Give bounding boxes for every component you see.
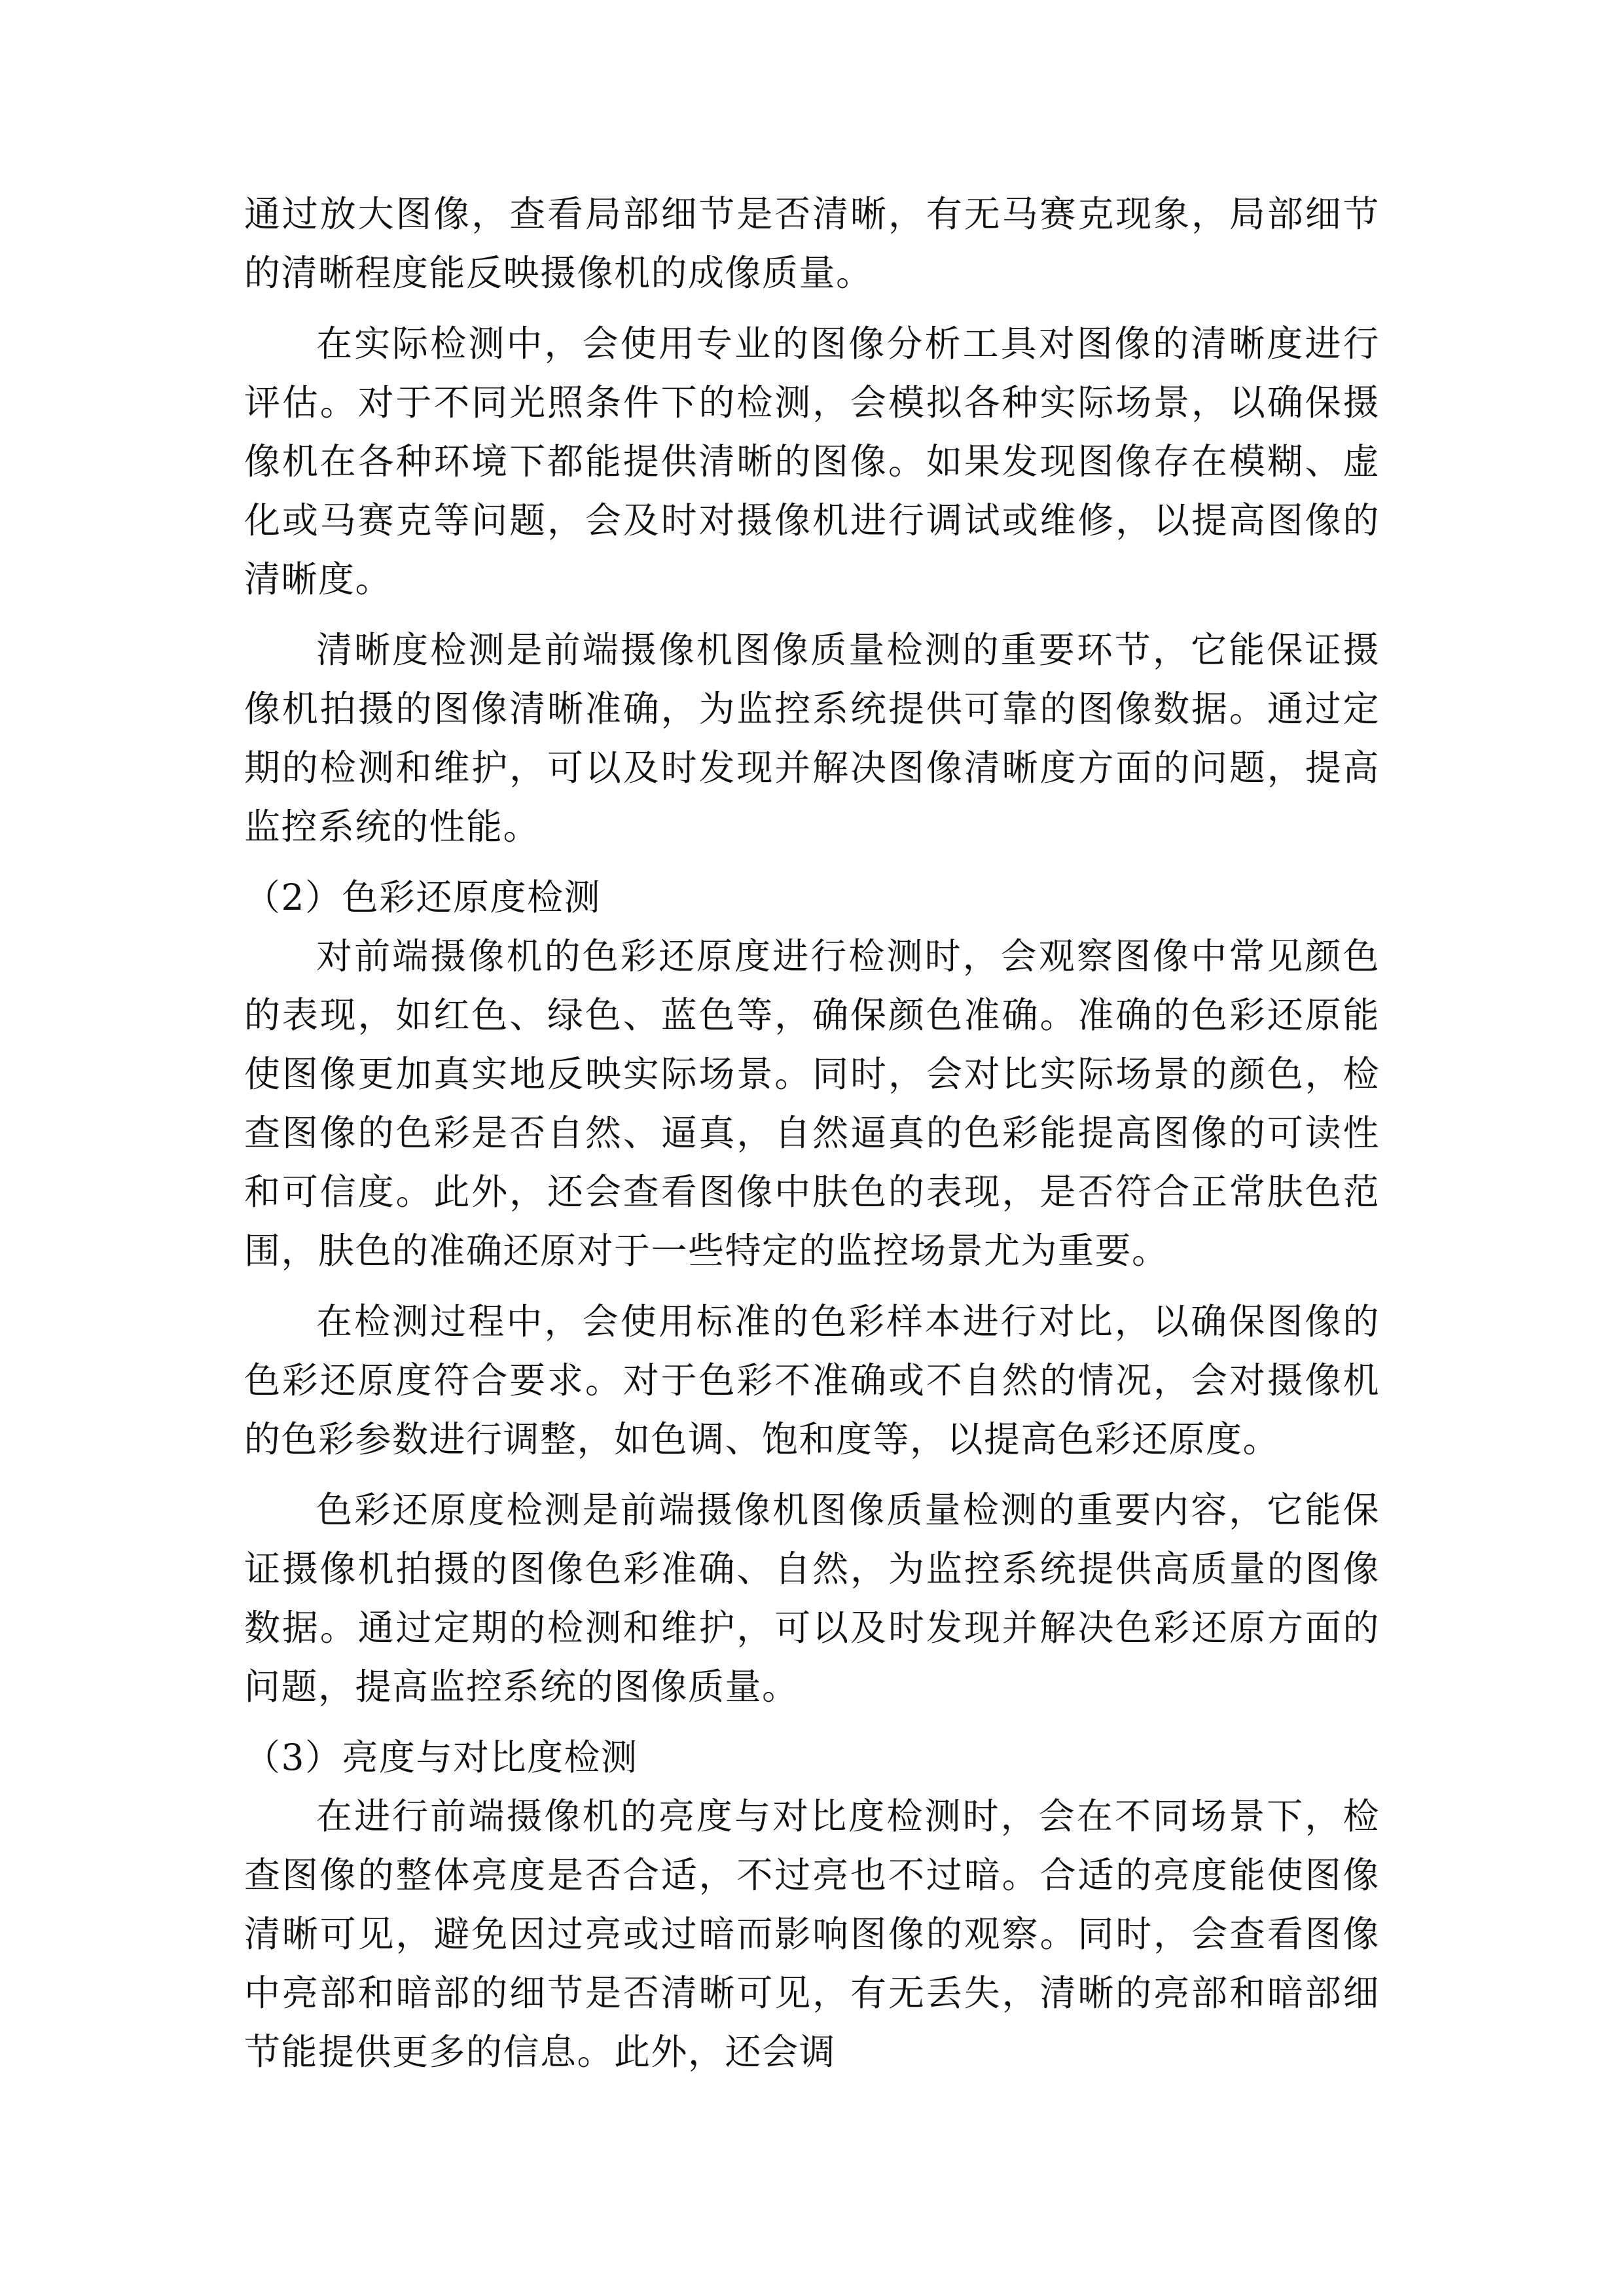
paragraph-1: 通过放大图像，查看局部细节是否清晰，有无马赛克现象，局部细节的清晰程度能反映摄像机的成像质量。: [244, 193, 1380, 294]
paragraph-4: 对前端摄像机的色彩还原度进行检测时，会观察图像中常见颜色的表现，如红色、绿色、蓝色等，确保颜色准确。准确的色彩还原能使图像更加真实地反映实际场景。同时，会对比实际场景的颜色，检查图像的色彩是否自然、逼真，自然逼真的色彩能提高图像的可读性和可信度。此外，还会查看图像中肤色的表现，是否符合正常肤色范围，肤色的准确还原对于一些特定的监控场景尤为重要。: [244, 935, 1380, 1272]
section-heading-3: （3）亮度与对比度检测: [244, 1736, 638, 1778]
paragraph-3: 清晰度检测是前端摄像机图像质量检测的重要环节，它能保证摄像机拍摄的图像清晰准确，为监控系统提供可靠的图像数据。通过定期的检测和维护，可以及时发现并解决图像清晰度方面的问题，提高监控系统的性能。: [244, 629, 1380, 848]
paragraph-6: 色彩还原度检测是前端摄像机图像质量检测的重要内容，它能保证摄像机拍摄的图像色彩准确、自然，为监控系统提供高质量的图像数据。通过定期的检测和维护，可以及时发现并解决色彩还原方面的问题，提高监控系统的图像质量。: [244, 1489, 1380, 1708]
paragraph-5: 在检测过程中，会使用标准的色彩样本进行对比，以确保图像的色彩还原度符合要求。对于色彩不准确或不自然的情况，会对摄像机的色彩参数进行调整，如色调、饱和度等，以提高色彩还原度。: [244, 1300, 1380, 1460]
section-heading-2: （2）色彩还原度检测: [244, 876, 601, 918]
paragraph-2: 在实际检测中，会使用专业的图像分析工具对图像的清晰度进行评估。对于不同光照条件下的检测，会模拟各种实际场景，以确保摄像机在各种环境下都能提供清晰的图像。如果发现图像存在模糊、虚化或马赛克等问题，会及时对摄像机进行调试或维修，以提高图像的清晰度。: [244, 323, 1380, 600]
paragraph-7: 在进行前端摄像机的亮度与对比度检测时，会在不同场景下，检查图像的整体亮度是否合适，不过亮也不过暗。合适的亮度能使图像清晰可见，避免因过亮或过暗而影响图像的观察。同时，会查看图像中亮部和暗部的细节是否清晰可见，有无丢失，清晰的亮部和暗部细节能提供更多的信息。此外，还会调: [244, 1795, 1380, 2073]
document-body: [244, 185, 1380, 2093]
